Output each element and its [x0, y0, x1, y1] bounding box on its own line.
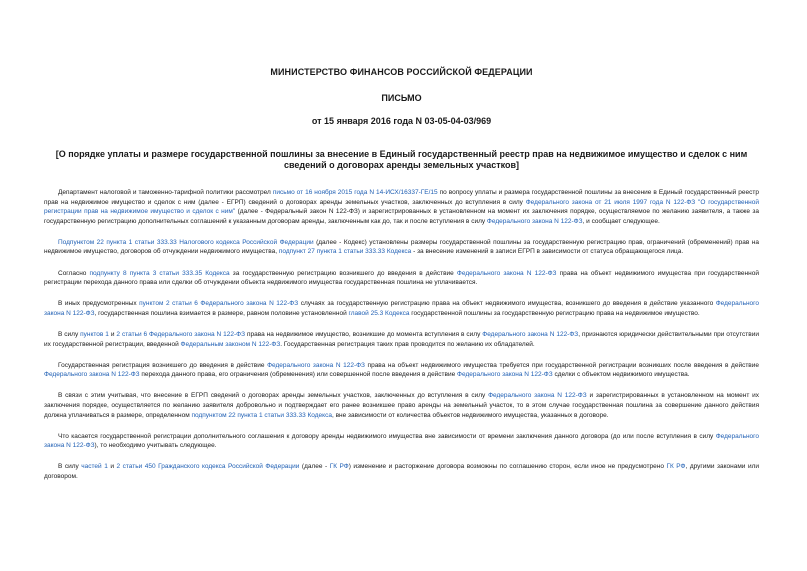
paragraph-registration-required	[44, 361, 759, 380]
paragraph-text: и	[108, 330, 117, 338]
paragraph-text: (далее -	[299, 463, 330, 471]
paragraph-text: В иных предусмотренных	[58, 300, 140, 308]
legal-reference-link[interactable]: Федерального закона N 122-ФЗ	[44, 300, 759, 317]
paragraph-text: Согласно	[58, 269, 90, 277]
paragraph-conclusion	[44, 391, 759, 420]
document-title: [О порядке уплаты и размере государственной пошлины за внесение в Единый государственный реестр прав на недвижимое имущество и сделок с ним сведений о договорах аренды земельных участков]	[55, 149, 748, 170]
document-type: ПИСЬМО	[381, 93, 422, 103]
paragraph-text: ) изменение и расторжение договора возможны по соглашению сторон, если иное не предусмотрено	[348, 463, 667, 471]
legal-reference-link[interactable]: пунктом 2 статьи 6 Федерального закона N 122-ФЗ	[139, 300, 299, 308]
document-date-number: от 15 января 2016 года N 03-05-04-03/969	[311, 116, 492, 126]
paragraph-text: Что касается государственной регистрации дополнительного соглашения к договору аренды недвижимого имущества вне зависимости от времени заключения данного договора (до или после вступления в силу	[58, 432, 716, 440]
paragraph-text: за государственную регистрацию возникшего до введения в действие	[229, 269, 457, 277]
paragraph-text: перехода данного права, его ограничения (обременения) или совершенной после введения в действие	[139, 371, 458, 379]
paragraph-civil-code	[44, 462, 759, 481]
paragraph-text: . Государственная регистрация таких прав проводится по желанию их обладателей.	[280, 340, 535, 348]
paragraph-text: , и сообщает следующее.	[582, 217, 660, 225]
paragraph-tax-code	[44, 238, 759, 257]
paragraph-text: (далее - Федеральный закон N 122-ФЗ) и зарегистрированных в установленном на момент их заключения порядке, осуществляемое по желанию заявителя, а также за государственную регистрацию дополнительных соглашений к указанным договорам аренды, заключенным как до, так и после вступления в силу	[44, 208, 760, 225]
legal-reference-link[interactable]: Федерального закона N 122-ФЗ	[44, 371, 140, 379]
document-body	[44, 188, 759, 481]
paragraph-text: случаях за государственную регистрацию права на объект недвижимого имущества, возникшего до введения в действие указанного	[298, 300, 716, 308]
legal-reference-link[interactable]: подпункт 27 пункта 1 статьи 333.33 Кодекса	[278, 248, 412, 256]
paragraph-legal-validity	[44, 330, 759, 349]
legal-reference-link[interactable]: Подпунктом 22 пункта 1 статьи 333.33 Налогового кодекса Российской Федерации	[58, 238, 314, 246]
paragraph-text: права на объект недвижимого имущества при государственной регистрации перехода данного права или сделки об отчуждении объекта недвижимого имущества государственная пошлина не уплачивается.	[44, 269, 759, 287]
legal-reference-link[interactable]: ГК РФ	[666, 463, 686, 471]
paragraph-text: сделки с объектом недвижимого имущества.	[552, 371, 690, 379]
legal-reference-link[interactable]: Федерального закона N 122-ФЗ	[44, 432, 759, 450]
paragraph-text: государственной пошлины за государственную регистрацию права на недвижимое имущество.	[409, 309, 700, 317]
paragraph-text: (далее - Кодекс) установлены размеры государственной пошлины за государственную регистрацию прав, ограничений (обременений) прав на недвижимое имущество, договоров об отчуждении недвижимого имущества,	[44, 238, 759, 256]
paragraph-intro	[44, 188, 759, 226]
paragraph-half-rate	[44, 299, 759, 318]
legal-reference-link[interactable]: подпункту 8 пункта 3 статьи 333.35 Кодекса	[89, 269, 230, 277]
legal-reference-link[interactable]: Федерального закона от 21 июля 1997 года N 122-ФЗ "О государственной регистрации прав на недвижимое имущество и сделок с ним"	[44, 198, 759, 216]
paragraph-exemption	[44, 269, 759, 288]
paragraph-text: права на недвижимое имущество, возникшие до момента вступления в силу	[245, 330, 483, 338]
paragraph-text: - за внесение изменений в записи ЕГРП в зависимости от статуса обращающегося лица.	[411, 248, 684, 256]
legal-reference-link[interactable]: Федерального закона N 122-ФЗ	[267, 361, 365, 369]
paragraph-text: и зарегистрированных в установленном на момент их заключения порядке, осуществляется по желанию заявителя добровольно и подтверждает его ранее возникшее право аренды на земельный участок, то в этом случае государственная пошлина за совершение данного действия должна уплачиваться в размере, определенном	[44, 392, 759, 419]
paragraph-text: по вопросу уплаты и размера государственной пошлины за внесение в Единый государственный реестр прав на недвижимое имущество и сделок с ним (далее - ЕГРП) сведений о договорах аренды земельных участков, заключенных до вступления в силу	[44, 189, 759, 206]
paragraph-text: Государственная регистрация возникшего до введения в действие	[58, 361, 268, 369]
paragraph-text: В силу	[58, 463, 82, 471]
paragraph-text: , признаются юридически действительными при отсутствии их государственной регистрации, введенной	[44, 330, 759, 348]
paragraph-text: и	[107, 463, 117, 471]
legal-reference-link[interactable]: главой 25.3 Кодекса	[348, 309, 410, 317]
legal-reference-link[interactable]: Федеральным законом N 122-ФЗ	[180, 340, 281, 348]
ministry-heading: МИНИСТЕРСТВО ФИНАНСОВ РОССИЙСКОЙ ФЕДЕРАЦИИ	[270, 67, 533, 77]
paragraph-text: , другими законами или договором.	[44, 463, 760, 480]
legal-reference-link[interactable]: пунктов 1	[80, 330, 109, 338]
legal-reference-link[interactable]: Федерального закона N 122-ФЗ	[456, 269, 557, 277]
legal-reference-link[interactable]: частей 1	[81, 463, 108, 471]
paragraph-text: ), то необходимо учитывать следующее.	[94, 442, 217, 450]
legal-reference-link[interactable]: Федерального закона N 122-ФЗ	[457, 371, 553, 379]
legal-reference-link[interactable]: 2 статьи 450 Гражданского кодекса Российской Федерации	[116, 463, 300, 471]
legal-reference-link[interactable]: Федерального закона N 122-ФЗ	[482, 330, 579, 338]
paragraph-text: В связи с этим учитывая, что внесение в ЕГРП сведений о договорах аренды земельных участков, заключенных до вступления в силу	[58, 392, 489, 400]
paragraph-text: , государственная пошлина взимается в размере, равном половине установленной	[94, 309, 349, 317]
legal-reference-link[interactable]: 2 статьи 6 Федерального закона N 122-ФЗ	[116, 330, 246, 338]
legal-reference-link[interactable]: Федерального закона N 122-ФЗ	[486, 217, 583, 225]
paragraph-text: В силу	[58, 330, 81, 338]
paragraph-text: Департамент налоговой и таможенно-тарифной политики рассмотрел	[58, 189, 273, 196]
legal-reference-link[interactable]: Федерального закона N 122-ФЗ	[488, 392, 587, 400]
legal-reference-link[interactable]: подпунктом 22 пункта 1 статьи 333.33 Кодекса	[191, 411, 332, 419]
paragraph-text: , вне зависимости от количества объектов недвижимого имущества, указанных в договоре.	[331, 411, 609, 419]
legal-reference-link[interactable]: ГК РФ	[329, 463, 349, 471]
legal-reference-link[interactable]: письмо от 16 ноября 2015 года N 14-ИСХ/16337-ГЕ/15	[272, 189, 438, 196]
paragraph-text: права на объект недвижимого имущества требуется при государственной регистрации возникших после введения в действие	[364, 361, 759, 369]
paragraph-supplementary	[44, 432, 759, 451]
